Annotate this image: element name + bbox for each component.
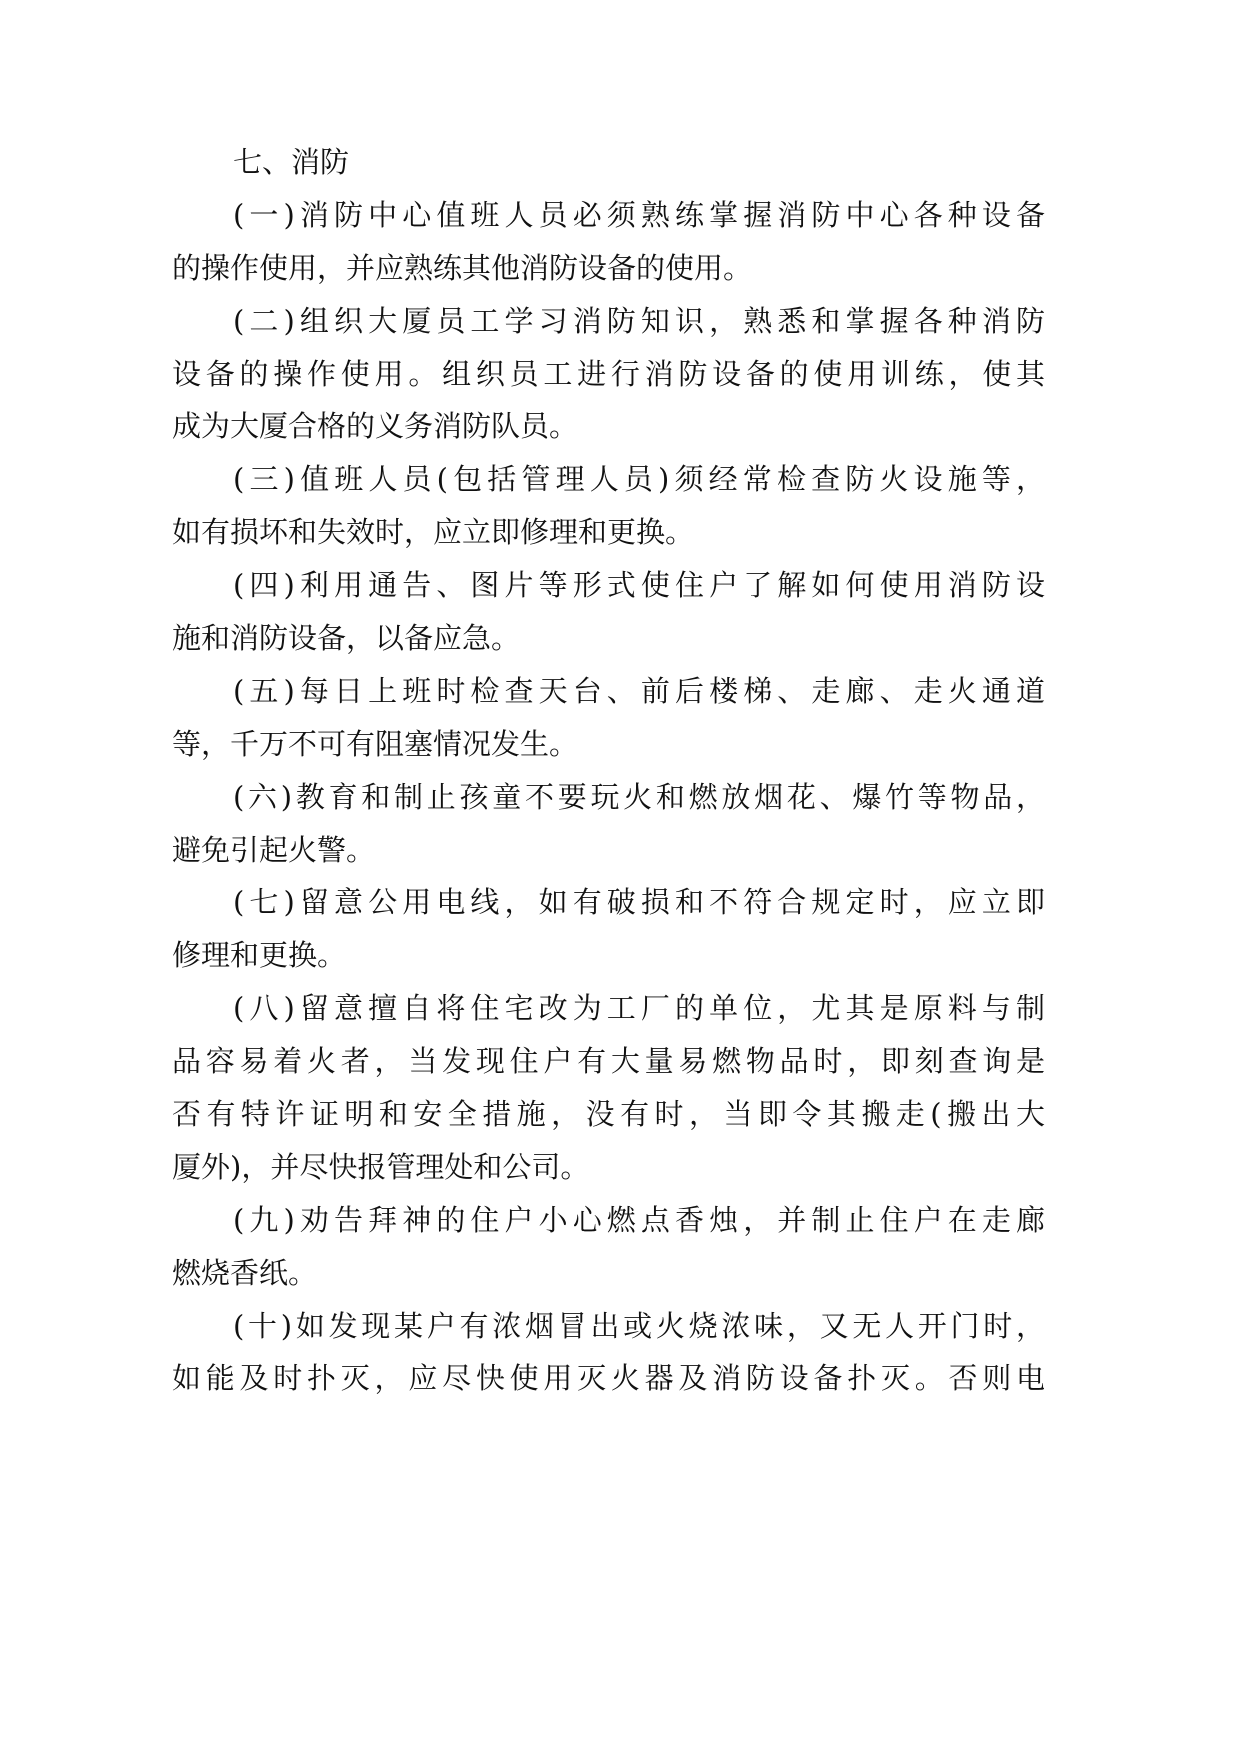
- paragraph-item-4: [172, 559, 1045, 665]
- paragraph-line: (七)留意公用电线，如有破损和不符合规定时，应立即: [233, 885, 1045, 920]
- paragraph-line: (十)如发现某户有浓烟冒出或火烧浓味，又无人开门时，: [233, 1308, 1045, 1343]
- paragraph-item-1: [172, 189, 1045, 295]
- paragraph-item-6: [172, 771, 1045, 877]
- paragraph-item-7: [172, 876, 1045, 982]
- paragraph-item-2: [172, 295, 1045, 454]
- paragraph-line: 如能及时扑灭，应尽快使用灭火器及消防设备扑灭。否则电: [172, 1361, 1045, 1396]
- document-body: [172, 136, 1045, 1405]
- paragraph-line: 如有损坏和失效时，应立即修理和更换。: [172, 515, 695, 550]
- paragraph-item-5: [172, 665, 1045, 771]
- paragraph-line: 厦外)，并尽快报管理处和公司。: [172, 1149, 590, 1184]
- paragraph-line: 否有特许证明和安全措施，没有时，当即令其搬走(搬出大: [172, 1097, 1045, 1132]
- paragraph-item-8: [172, 982, 1045, 1194]
- paragraph-line: 施和消防设备，以备应急。: [172, 621, 521, 656]
- paragraph-line: 设备的操作使用。组织员工进行消防设备的使用训练，使其: [172, 356, 1045, 391]
- paragraph-line: 品容易着火者，当发现住户有大量易燃物品时，即刻查询是: [172, 1044, 1045, 1079]
- paragraph-line: 等，千万不可有阻塞情况发生。: [172, 726, 579, 761]
- paragraph-line: 修理和更换。: [172, 938, 347, 973]
- paragraph-line: (一)消防中心值班人员必须熟练掌握消防中心各种设备: [233, 197, 1045, 232]
- paragraph-item-3: [172, 453, 1045, 559]
- paragraph-item-9: [172, 1194, 1045, 1300]
- paragraph-line: (八)留意擅自将住宅改为工厂的单位，尤其是原料与制: [233, 991, 1045, 1026]
- paragraph-line: (九)劝告拜神的住户小心燃点香烛，并制止住户在走廊: [233, 1202, 1045, 1237]
- paragraph-line: (二)组织大厦员工学习消防知识，熟悉和掌握各种消防: [233, 303, 1045, 338]
- paragraph-line: 的操作使用，并应熟练其他消防设备的使用。: [172, 250, 753, 285]
- paragraph-line: (五)每日上班时检查天台、前后楼梯、走廊、走火通道: [233, 673, 1045, 708]
- paragraph-line: (六)教育和制止孩童不要玩火和燃放烟花、爆竹等物品，: [233, 779, 1045, 814]
- paragraph-line: (四)利用通告、图片等形式使住户了解如何使用消防设: [233, 568, 1045, 603]
- paragraph-item-10: [172, 1300, 1045, 1406]
- section-heading: 七、消防: [233, 145, 350, 179]
- paragraph-line: (三)值班人员(包括管理人员)须经常检查防火设施等，: [233, 462, 1045, 497]
- paragraph-line: 避免引起火警。: [172, 832, 376, 867]
- paragraph-line: 成为大厦合格的义务消防队员。: [172, 409, 579, 444]
- paragraph-line: 燃烧香纸。: [172, 1255, 318, 1290]
